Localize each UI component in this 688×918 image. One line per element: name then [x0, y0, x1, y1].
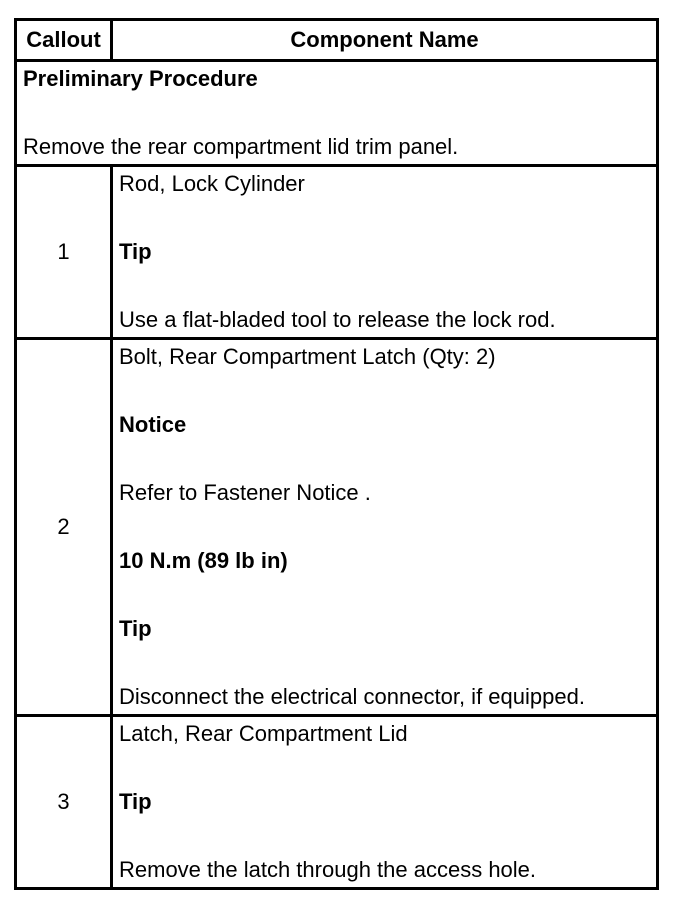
header-callout: Callout	[16, 20, 112, 61]
component-name: Bolt, Rear Compartment Latch (Qty: 2)	[119, 344, 496, 369]
callout-number: 3	[16, 716, 112, 889]
header-component-name: Component Name	[112, 20, 658, 61]
preliminary-title: Preliminary Procedure	[23, 66, 258, 91]
component-table-container	[14, 18, 656, 890]
component-name: Latch, Rear Compartment Lid	[119, 721, 408, 746]
torque-spec: 10 N.m (89 lb in)	[119, 548, 288, 573]
tip-text: Disconnect the electrical connector, if equipped.	[119, 684, 585, 709]
tip-label: Tip	[119, 239, 152, 264]
preliminary-row	[16, 61, 658, 166]
table-row	[16, 339, 658, 716]
callout-number: 1	[16, 166, 112, 339]
tip-label: Tip	[119, 789, 152, 814]
callout-number: 2	[16, 339, 112, 716]
component-name: Rod, Lock Cylinder	[119, 171, 305, 196]
table-row	[16, 166, 658, 339]
tip-text: Remove the latch through the access hole.	[119, 857, 537, 882]
component-table	[14, 18, 659, 890]
notice-label: Notice	[119, 412, 187, 437]
preliminary-cell	[16, 61, 658, 166]
table-row	[16, 716, 658, 889]
notice-text: Refer to Fastener Notice .	[119, 480, 371, 505]
component-cell	[112, 166, 658, 339]
tip-text: Use a flat-bladed tool to release the lock rod.	[119, 307, 556, 332]
table-header-row	[16, 20, 658, 61]
component-cell	[112, 339, 658, 716]
component-cell	[112, 716, 658, 889]
preliminary-text: Remove the rear compartment lid trim panel.	[23, 134, 459, 159]
tip-label: Tip	[119, 616, 152, 641]
